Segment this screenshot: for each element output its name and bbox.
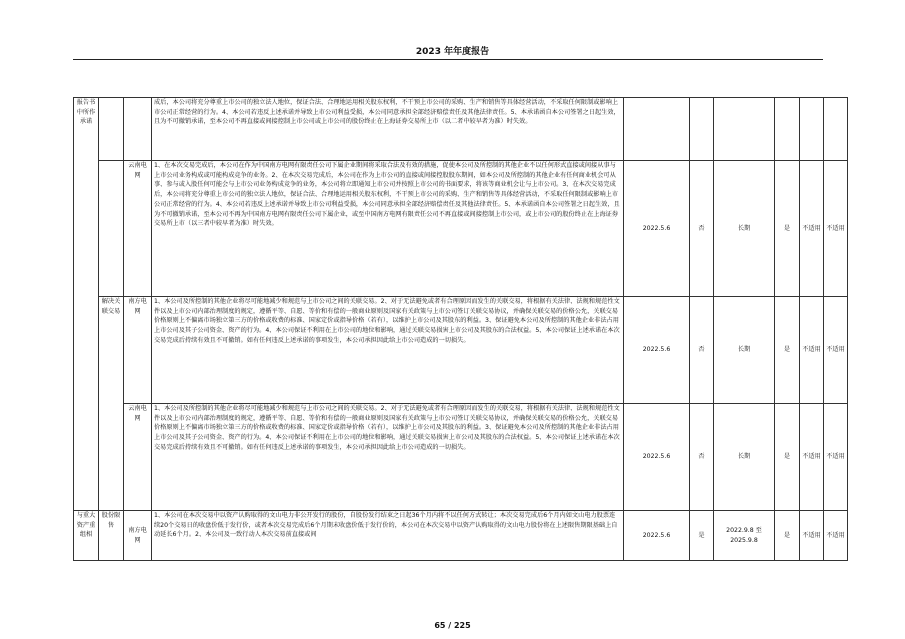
commitment-category: 报告书中所作承诺 <box>74 98 99 511</box>
timely-fulfilled: 是 <box>775 404 800 511</box>
table-row <box>74 404 848 511</box>
commitment-content: 1、本公司及所控制的其他企业将尽可能地减少和规范与上市公司之间的关联交易。2、对于无法避免或者有合理原因而发生的关联交易，将根据有关法律、法规和规范性文件以及上市公司内部治理制度的规定，遵循平等、自愿、等价和有偿的一般商业原则及国家有关政策与上市公司签订关联交易协议，并确保关联交易的价格公允，关联交易价格原则上不偏离市场独立第三方的价格或收费的标准、国家定价或指导价格（若有），以维护上市公司及其股东的利益。3、保证避免本公司及所控制的其他企业非法占用上市公司及其子公司资金、资产的行为。4、本公司保证不利用在上市公司的地位和影响，通过关联交易损害上市公司及其股东的合法权益。5、本公司保证上述承诺在本次交易完成后持续有效且不可撤销。如有任何违反上述承诺的事项发生，本公司承担因此给上市公司造成的一切损失。 <box>152 404 624 511</box>
commitment-term: 长期 <box>714 161 775 297</box>
header-divider <box>73 59 823 60</box>
commitment-date: 2022.5.6 <box>624 161 690 297</box>
commitment-content: 成后，本公司将充分尊重上市公司的独立法人地位，保证合法、合理地运用相关股东权利，不干预上市公司的采购、生产和销售等具体经营活动，不采取任何限制或影响上市公司正常经营的行为。4、本公司若违反上述承诺并导致上市公司利益受损，本公司同意承担全部经济赔偿责任及其他法律责任。5、本承诺函自本公司签署之日起生效，且为不可撤销承诺，至本公司不再直接或间接控制上市公司或上市公司的股份终止在上海证券交易所上市（以二者中较早者为准）时失效。 <box>152 98 624 161</box>
timely-fulfilled: 是 <box>775 161 800 297</box>
commitment-party: 南方电网 <box>124 297 152 404</box>
page-header: 2023 年年度报告 <box>415 47 490 57</box>
table-row <box>74 98 848 161</box>
table-row <box>74 297 848 404</box>
commitment-term: 2022.9.8 至 2025.9.8 <box>714 511 775 561</box>
timely-fulfilled: 是 <box>775 511 800 561</box>
commitment-term: 长期 <box>714 297 775 404</box>
commitment-party <box>124 98 152 161</box>
next-plan: 不适用 <box>824 404 848 511</box>
commitment-date: 2022.5.6 <box>624 297 690 404</box>
unfulfilled-reason <box>800 98 824 161</box>
has-term <box>690 98 714 161</box>
commitment-type <box>99 98 124 161</box>
commitment-party: 云南电网 <box>124 161 152 297</box>
next-plan: 不适用 <box>824 297 848 404</box>
has-term: 否 <box>690 297 714 404</box>
table-row <box>74 511 848 561</box>
commitment-party: 云南电网 <box>124 404 152 511</box>
unfulfilled-reason: 不适用 <box>800 297 824 404</box>
next-plan: 不适用 <box>824 161 848 297</box>
commitment-type <box>99 161 124 297</box>
commitment-term: 长期 <box>714 404 775 511</box>
commitment-term <box>714 98 775 161</box>
commitments-table <box>73 97 848 561</box>
page-number: 65 / 225 <box>434 621 471 630</box>
unfulfilled-reason: 不适用 <box>800 511 824 561</box>
unfulfilled-reason: 不适用 <box>800 404 824 511</box>
table-row <box>74 161 848 297</box>
next-plan: 不适用 <box>824 511 848 561</box>
commitment-date: 2022.5.6 <box>624 511 690 561</box>
commitment-content: 1、本公司在本次交易中以资产认购取得的文山电力非公开发行的股份，自股份发行结束之日起36个月内将不以任何方式转让；本次交易完成后6个月内如文山电力股票连续20个交易日的收盘价低于发行价，或者本次交易完成后6个月期末收盘价低于发行价的，本公司在本次交易中以资产认购取得的文山电力股份将在上述限售期限基础上自动延长6个月。2、本公司及一致行动人本次交易前直接或间 <box>152 511 624 561</box>
has-term: 否 <box>690 161 714 297</box>
commitment-party: 南方电网 <box>124 511 152 561</box>
commitment-date: 2022.5.6 <box>624 404 690 511</box>
has-term: 否 <box>690 404 714 511</box>
commitment-content: 1、本公司及所控制的其他企业将尽可能地减少和规范与上市公司之间的关联交易。2、对于无法避免或者有合理原因而发生的关联交易，将根据有关法律、法规和规范性文件以及上市公司内部治理制度的规定，遵循平等、自愿、等价和有偿的一般商业原则及国家有关政策与上市公司签订关联交易协议，并确保关联交易的价格公允，关联交易价格原则上不偏离市场独立第三方的价格或收费的标准、国家定价或指导价格（若有），以维护上市公司及其股东的利益。3、保证避免本公司及所控制的其他企业非法占用上市公司及其子公司资金、资产的行为。4、本公司保证不利用在上市公司的地位和影响，通过关联交易损害上市公司及其股东的合法权益。5、本公司保证上述承诺在本次交易完成后持续有效且不可撤销。如有任何违反上述承诺的事项发生，本公司承担因此给上市公司造成的一切损失。 <box>152 297 624 404</box>
commitment-date <box>624 98 690 161</box>
commitment-content: 1、在本次交易完成后，本公司在作为中国南方电网有限责任公司下属企业期间将采取合法及有效的措施，促使本公司及所控制的其他企业不以任何形式直接或间接从事与上市公司业务构成或可能构成竞争的业务。2、在本次交易完成后，本公司在作为上市公司的直接或间接控股股东期间，如本公司及所控制的其他企业有任何商业机会可从事、参与或入股任何可能会与上市公司业务构成竞争的业务，本公司将立即通知上市公司并按照上市公司的书面要求，将该等商业机会让与上市公司。3、在本次交易完成后，本公司将充分尊重上市公司的独立法人地位，保证合法、合理地运用相关股东权利，不干预上市公司的采购、生产和销售等具体经营活动，不采取任何限制或影响上市公司正常经营的行为。4、本公司若违反上述承诺并导致上市公司利益受损，本公司同意承担全部经济赔偿责任及其他法律责任。5、本承诺函自本公司签署之日起生效，且为不可撤销承诺，至本公司不再为中国南方电网有限责任公司下属企业，或至中国南方电网有限责任公司不再直接或间接控制上市公司，或上市公司的股份终止在上海证券交易所上市（以三者中较早者为准）时失效。 <box>152 161 624 297</box>
commitment-type: 解决关联交易 <box>99 297 124 511</box>
next-plan <box>824 98 848 161</box>
has-term: 是 <box>690 511 714 561</box>
commitment-type: 股份限售 <box>99 511 124 561</box>
timely-fulfilled: 是 <box>775 297 800 404</box>
timely-fulfilled <box>775 98 800 161</box>
commitment-category: 与重大资产重组相 <box>74 511 99 561</box>
unfulfilled-reason: 不适用 <box>800 161 824 297</box>
